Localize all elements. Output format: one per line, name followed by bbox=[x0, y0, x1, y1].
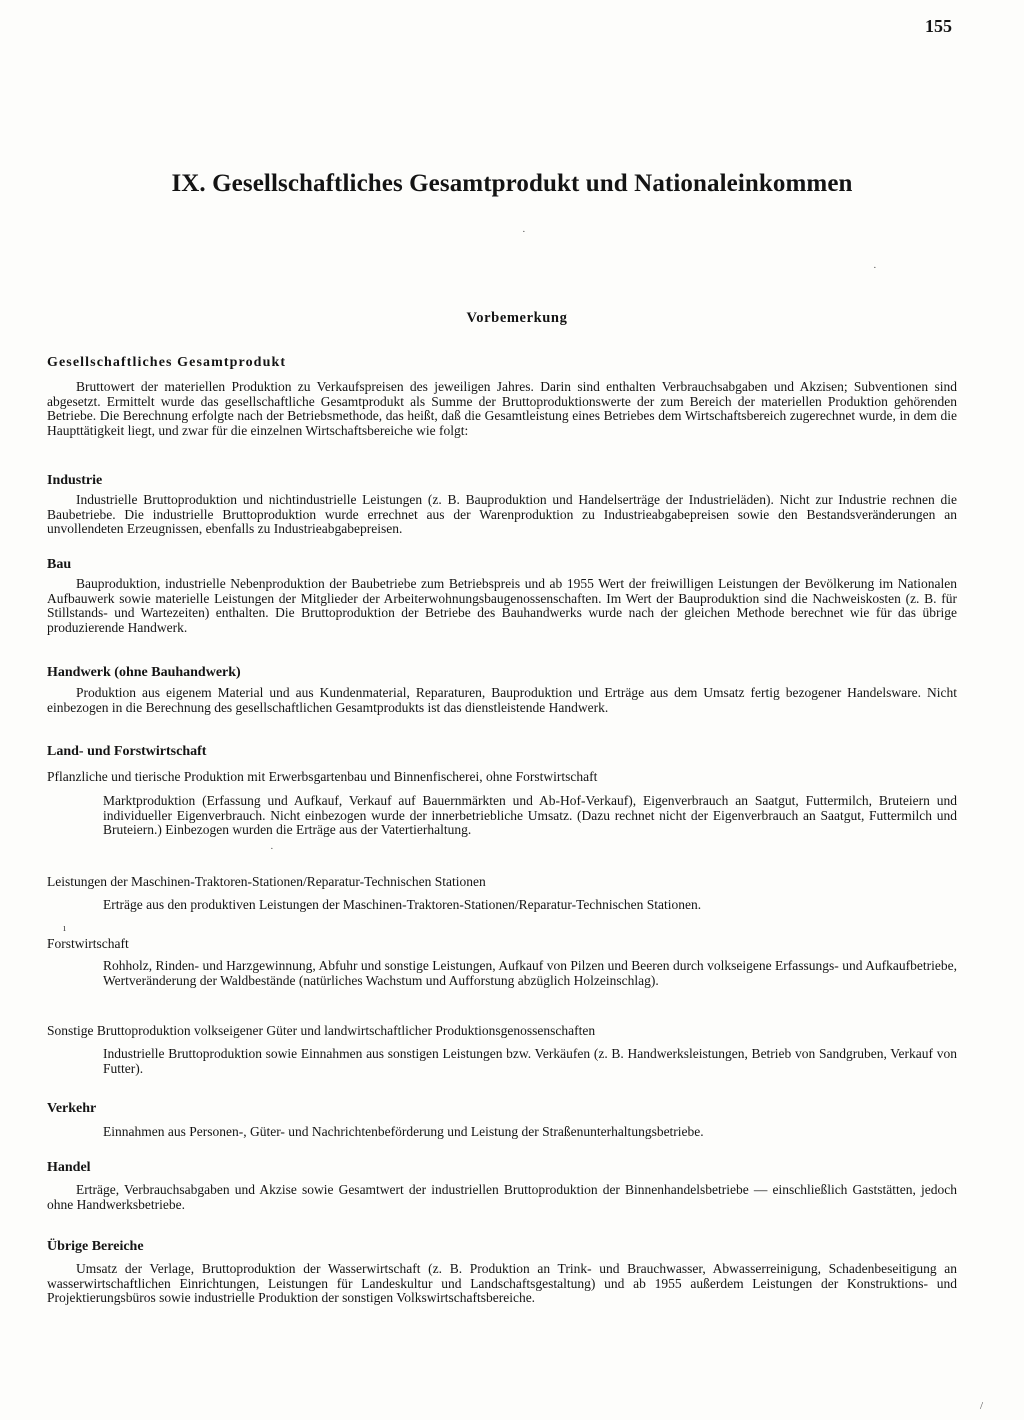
preface-heading: Vorbemerkung bbox=[466, 310, 568, 326]
subsection-heading-forstwirtschaft: Forstwirtschaft bbox=[47, 936, 129, 951]
section-text-handwerk: Produktion aus eigenem Material und aus Kundenmaterial, Reparaturen, Bauproduktion und Erträge aus dem Umsatz fertig bezogener Handelsware. Nicht einbezogen in die Berechnung des gesellschaftlichen Gesamtprodukts ist das dienstleistende Handwerk. bbox=[47, 685, 957, 715]
section-heading-verkehr: Verkehr bbox=[47, 1101, 97, 1116]
chapter-title: IX. Gesellschaftliches Gesamtprodukt und Nationaleinkommen bbox=[171, 170, 853, 197]
section-text-handel: Erträge, Verbrauchsabgaben und Akzise sowie Gesamtwert der industriellen Bruttoproduktion der Binnenhandelsbetriebe — einschließlich Gaststätten, jedoch ohne Handwerksbetriebe. bbox=[47, 1182, 957, 1212]
page-number: 155 bbox=[925, 16, 952, 36]
section-text-bau: Bauproduktion, industrielle Nebenproduktion der Baubetriebe zum Betriebspreis und ab 1955 Wert der freiwilligen Leistungen der Bevölkerung im Nationalen Aufbauwerk sowie materielle Leistungen der Mitglieder der Arbeiterwohnungsbaugenossenschaften. Im Wert der Bauproduktion sind die Nachweiskosten (z. B. für Stillstands- und Wartezeiten) enthalten. Die Bruttoproduktion der Betriebe des Bauhandwerks wurde nach der gleichen Methode berechnet wie für das übrige produzierende Handwerk. bbox=[47, 576, 957, 635]
section-text-verkehr: Einnahmen aus Personen-, Güter- und Nachrichtenbeförderung und Leistung der Straßenunterhaltungsbetriebe. bbox=[103, 1124, 704, 1139]
scan-speck: · bbox=[270, 843, 274, 855]
section-heading-uebrige: Übrige Bereiche bbox=[47, 1239, 144, 1254]
scan-speck: · bbox=[873, 262, 877, 274]
section-text-industrie: Industrielle Bruttoproduktion und nichtindustrielle Leistungen (z. B. Bauproduktion und Handelserträge der Industrieläden). Nicht zur Industrie rechnen die Baubetriebe. Die industrielle Bruttoproduktion wurde errechnet aus der Warenproduktion zu Industrieabgabepreisen sowie den Bestandsveränderungen an unvollendeten Erzeugnissen, ebenfalls zu Industrieabgabepreisen. bbox=[47, 492, 957, 537]
section-text-gesamtprodukt: Bruttowert der materiellen Produktion zu Verkaufspreisen des jeweiligen Jahres. Darin sind enthalten Verbrauchsabgaben und Akzisen; Subventionen sind abgesetzt. Ermittelt wurde das gesellschaftliche Gesamtprodukt als Summe der Bruttoproduktionswerte der zum Bereich der materiellen Produktion gehörenden Betriebe. Die Berechnung erfolgte nach der Betriebsmethode, das heißt, daß die Gesamtleistung eines Betriebes dem Wirtschaftsbereich zugerechnet wurde, in dem die Haupttätigkeit liegt, und zwar für die einzelnen Wirtschaftsbereiche wie folgt: bbox=[47, 379, 957, 438]
scan-speck: / bbox=[980, 1400, 984, 1412]
section-heading-landwirtschaft: Land- und Forstwirtschaft bbox=[47, 744, 207, 759]
section-heading-handel: Handel bbox=[47, 1160, 91, 1175]
section-heading-handwerk: Handwerk (ohne Bauhandwerk) bbox=[47, 665, 241, 680]
subsection-text-mts: Erträge aus den produktiven Leistungen der Maschinen-Traktoren-Stationen/Reparatur-Technischen Stationen. bbox=[103, 897, 702, 912]
subsection-heading-mts: Leistungen der Maschinen-Traktoren-Stationen/Reparatur-Technischen Stationen bbox=[47, 874, 486, 889]
section-heading-industrie: Industrie bbox=[47, 473, 103, 488]
scan-speck: ı bbox=[63, 922, 67, 934]
section-heading-gesamtprodukt: Gesellschaftliches Gesamtprodukt bbox=[47, 355, 287, 370]
subsection-text-pflanzliche: Marktproduktion (Erfassung und Aufkauf, Verkauf auf Bauernmärkten und Ab-Hof-Verkauf), Eigenverbrauch an Saatgut, Futtermilch, Bruteiern und individueller Eigenverbrauch. Nicht einbezogen wurde der innerbetriebliche Umsatz. (Dazu rechnet nicht der Eigenverbrauch an Saatgut, Futtermilch und Bruteiern.) Einbezogen wurden die Erträge aus der Vatertierhaltung. bbox=[103, 793, 957, 838]
section-heading-bau: Bau bbox=[47, 557, 72, 572]
section-text-uebrige: Umsatz der Verlage, Bruttoproduktion der Wasserwirtschaft (z. B. Produktion an Trink- und Brauchwasser, Abwasserreinigung, Schadenbeseitigung an wasserwirtschaftlichen Einrichtungen, Leistungen für Landeskultur und Landschaftsgestaltung) und ab 1955 außerdem Leistungen der Konstruktions- und Projektierungsbüros sowie industrielle Produktion der sonstigen Volkswirtschaftsbereiche. bbox=[47, 1261, 957, 1306]
subsection-heading-pflanzliche: Pflanzliche und tierische Produktion mit Erwerbsgartenbau und Binnenfischerei, ohne Forstwirtschaft bbox=[47, 769, 598, 784]
subsection-text-forstwirtschaft: Rohholz, Rinden- und Harzgewinnung, Abfuhr und sonstige Leistungen, Aufkauf von Pilzen und Beeren durch volkseigene Erfassungs- und Aufkaufbetriebe, Wertveränderung der Waldbestände (natürliches Wachstum und Aufforstung abzüglich Holzeinschlag). bbox=[103, 958, 957, 988]
subsection-text-sonstige: Industrielle Bruttoproduktion sowie Einnahmen aus sonstigen Leistungen bzw. Verkäufen (z. B. Handwerksleistungen, Betrieb von Sandgruben, Verkauf von Futter). bbox=[103, 1046, 957, 1076]
subsection-heading-sonstige: Sonstige Bruttoproduktion volkseigener Güter und landwirtschaftlicher Produktionsgenossenschaften bbox=[47, 1023, 596, 1038]
scan-speck: · bbox=[522, 226, 526, 238]
